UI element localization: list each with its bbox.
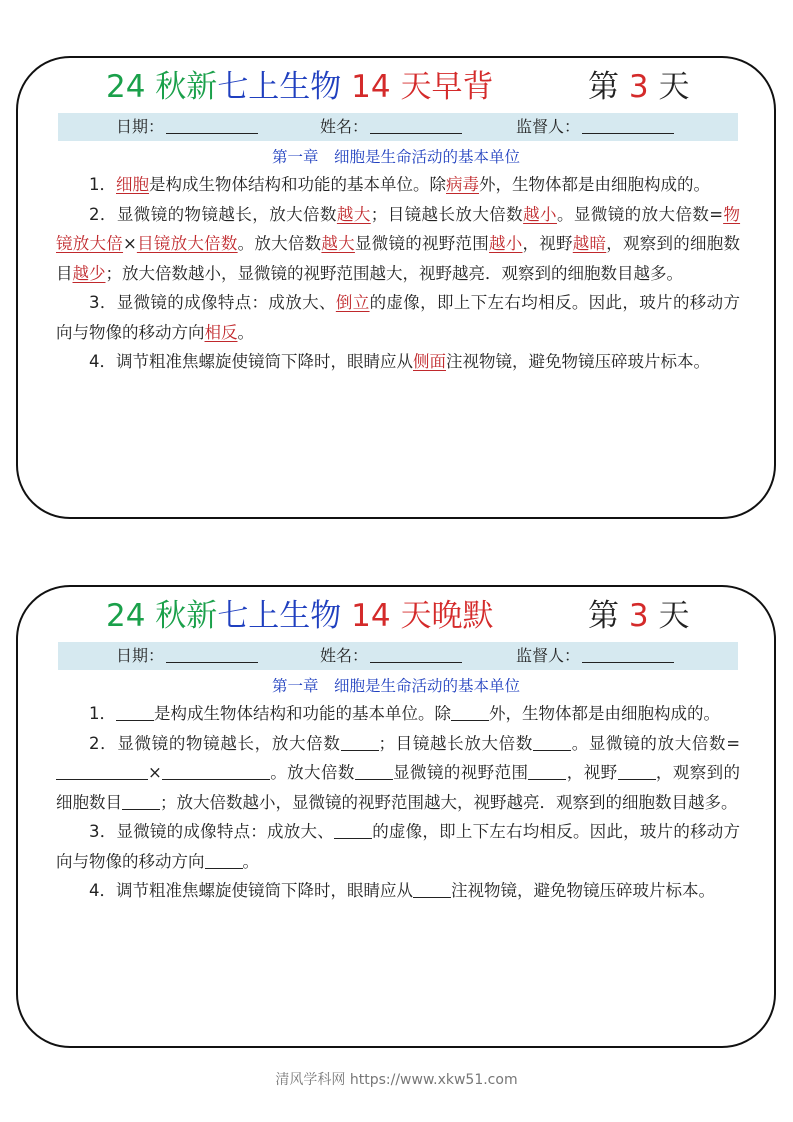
footer-watermark: 清风学科网 https://www.xkw51.com (275, 1072, 518, 1088)
answer-text: 越小 (488, 234, 523, 253)
card-title-row (18, 64, 774, 110)
recite-content (56, 170, 740, 377)
item-3: 3．显微镜的成像特点：成放大、倒立的虚像，即上下左右均相反。因此，玻片的移动方向与物像的移动方向相反。 (56, 293, 741, 342)
card-title-row (18, 593, 774, 639)
date-blank[interactable] (166, 644, 258, 663)
chapter-heading: 第一章 细胞是生命活动的基本单位 (271, 148, 520, 166)
answer-blank[interactable] (205, 852, 243, 869)
morning-recite-card (16, 56, 776, 519)
answer-text: 侧面 (413, 352, 446, 371)
answer-blank[interactable] (533, 734, 571, 751)
name-field (320, 642, 462, 670)
info-bar (58, 642, 738, 670)
info-bar (58, 113, 738, 141)
day-number: 3 (628, 598, 649, 634)
answer-blank[interactable] (56, 763, 148, 780)
name-field (320, 113, 462, 141)
answer-blank[interactable] (334, 822, 372, 839)
date-label: 日期： (116, 117, 165, 136)
item-2: 2．显微镜的物镜越长，放大倍数 ；目镜越长放大倍数 。显微镜的放大倍数=× 。放大倍数 显微镜的视野范围 ，视野 ，观察到的细胞数目 ；放大倍数越小，显微镜的视野范围越大，视野越亮．观察到的细胞数目越多。 (56, 733, 741, 812)
dictation-content (56, 699, 740, 906)
item-4: 4．调节粗准焦螺旋使镜筒下降时，眼睛应从侧面注视物镜，避免物镜压碎玻片标本。 (89, 352, 710, 371)
answer-blank[interactable] (162, 763, 270, 780)
day-prefix: 第 (588, 69, 619, 105)
date-blank[interactable] (166, 115, 258, 134)
title-part-grade: 24 秋新 (106, 598, 218, 634)
supervisor-field (516, 642, 674, 670)
supervisor-blank[interactable] (582, 644, 674, 663)
item-2: 2．显微镜的物镜越长，放大倍数越大；目镜越长放大倍数越小。显微镜的放大倍数=物镜放大倍×目镜放大倍数。放大倍数越大显微镜的视野范围越小，视野越暗，观察到的细胞数目越少；放大倍数越小，显微镜的视野范围越大，视野越亮．观察到的细胞数目越多。 (56, 204, 741, 283)
card-title (106, 64, 493, 110)
answer-blank[interactable] (341, 734, 379, 751)
supervisor-label: 监督人： (516, 117, 581, 136)
name-label: 姓名： (320, 646, 369, 665)
date-label: 日期： (116, 646, 165, 665)
title-part-grade: 24 秋新 (106, 69, 218, 105)
item-3: 3．显微镜的成像特点：成放大、 的虚像，即上下左右均相反。因此，玻片的移动方向与物像的移动方向 。 (56, 822, 741, 871)
answer-blank[interactable] (528, 763, 566, 780)
answer-text: 目镜放大倍数 (136, 234, 238, 253)
date-field (116, 113, 258, 141)
answer-text: 相反 (204, 322, 238, 342)
answer-blank[interactable] (451, 704, 489, 721)
chapter-heading: 第一章 细胞是生命活动的基本单位 (271, 677, 520, 695)
supervisor-field (516, 113, 674, 141)
title-part-plan: 14 天早背 (351, 69, 494, 105)
name-blank[interactable] (370, 115, 462, 134)
item-1: 1．细胞是构成生物体结构和功能的基本单位。除病毒外，生物体都是由细胞构成的。 (89, 175, 710, 194)
item-1: 1． 是构成生物体结构和功能的基本单位。除 外，生物体都是由细胞构成的。 (89, 704, 720, 723)
answer-blank[interactable] (618, 763, 656, 780)
day-prefix: 第 (588, 598, 619, 634)
title-part-subject: 七上生物 (217, 69, 342, 105)
answer-blank[interactable] (355, 763, 393, 780)
name-blank[interactable] (370, 644, 462, 663)
supervisor-label: 监督人： (516, 646, 581, 665)
item-4: 4．调节粗准焦螺旋使镜筒下降时，眼睛应从 注视物镜，避免物镜压碎玻片标本。 (89, 881, 715, 900)
answer-text: 越暗 (572, 234, 607, 253)
answer-text: 物镜放大倍 (56, 204, 741, 253)
answer-text: 倒立 (335, 293, 370, 312)
answer-text: 越少 (72, 263, 106, 283)
day-label (588, 64, 689, 110)
evening-dictation-card (16, 585, 776, 1048)
name-label: 姓名： (320, 117, 369, 136)
date-field (116, 642, 258, 670)
card-title (106, 593, 493, 639)
supervisor-blank[interactable] (582, 115, 674, 134)
day-suffix: 天 (658, 598, 690, 634)
answer-text: 越大 (321, 234, 355, 253)
answer-text: 病毒 (446, 175, 479, 194)
title-part-plan: 14 天晚默 (351, 598, 494, 634)
answer-text: 细胞 (116, 175, 149, 194)
answer-text: 越大 (336, 204, 371, 224)
day-label (588, 593, 689, 639)
answer-blank[interactable] (413, 881, 451, 898)
title-part-subject: 七上生物 (217, 598, 342, 634)
answer-text: 越小 (523, 204, 557, 224)
answer-blank[interactable] (116, 704, 154, 721)
answer-blank[interactable] (122, 793, 160, 810)
day-suffix: 天 (658, 69, 690, 105)
day-number: 3 (628, 69, 649, 105)
